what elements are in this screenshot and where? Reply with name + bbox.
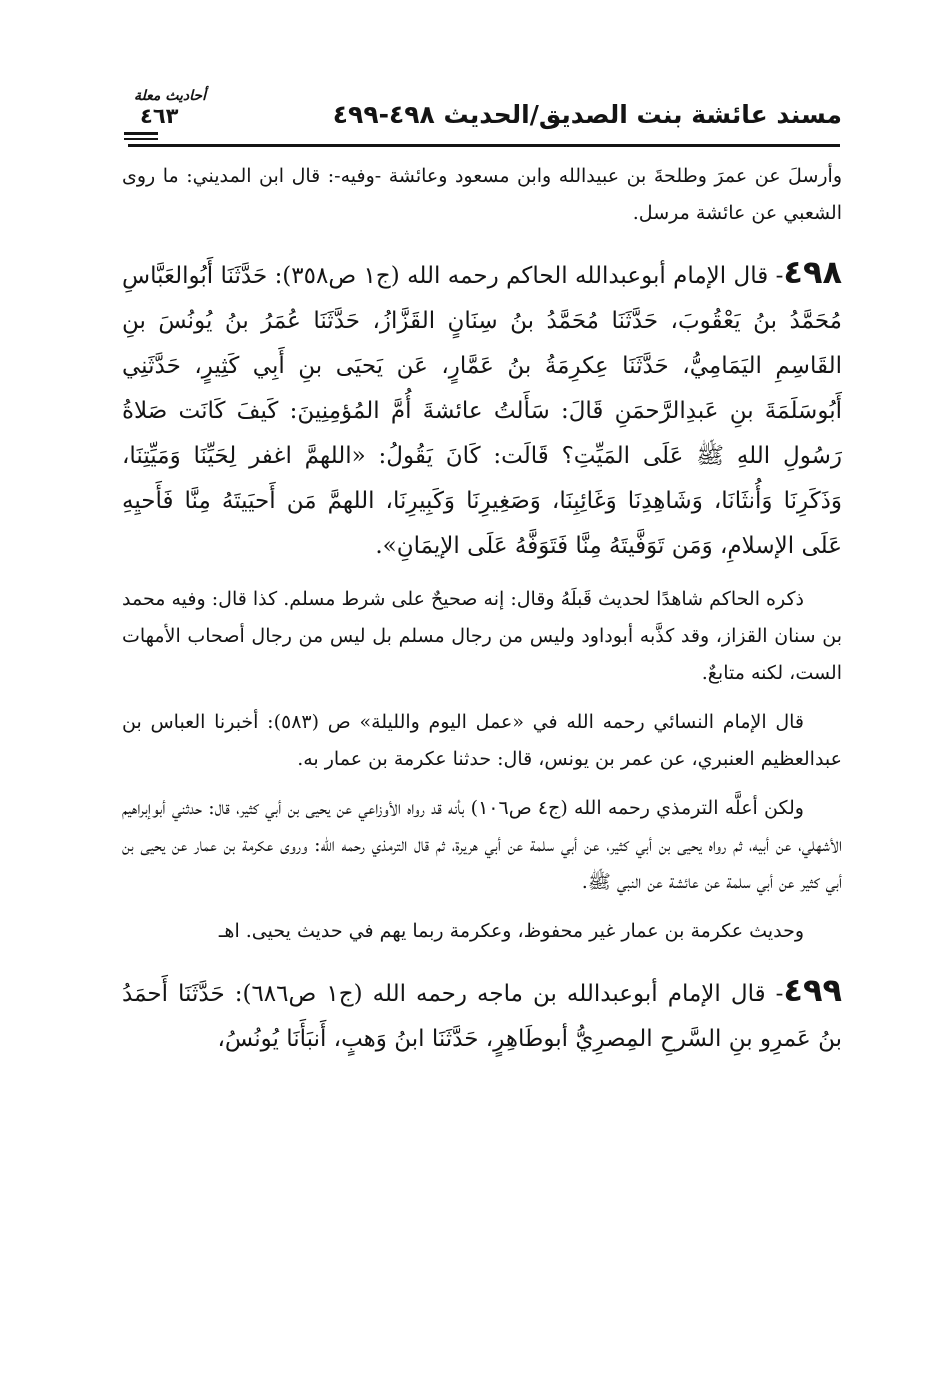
running-title: مسند عائشة بنت الصديق/الحديث ٤٩٨-٤٩٩: [332, 100, 842, 129]
header-divider: [128, 144, 840, 147]
page-number-underline: [124, 132, 158, 140]
section-note: أحاديث معلة: [134, 88, 206, 104]
paragraph-nasai: قال الإمام النسائي رحمه الله في «عمل اليوم والليلة» ص (٥٨٣): أخبرنا العباس بن عبدالعظيم العنبري، عن عمر بن يونس، قال: حدثنا عكرمة بن عمار به.: [122, 711, 842, 770]
hadith-number-499: ٤٩٩: [783, 971, 842, 1009]
page-number: ٤٦٣: [140, 104, 179, 128]
hadith-498-text: - قال الإمام أبوعبدالله الحاكم رحمه الله (ج١ ص٣٥٨): حَدَّثَنَا أَبُوالعَبَّاسِ مُحَمَّدُ بنُ يَعْقُوبَ، حَدَّثَنَا مُحَمَّدُ بنُ سِنَانٍ القَزَّازُ، حَدَّثَنَا عُمَرُ بنُ يُونُسَ بنِ القَاسِمِ اليَمَامِيُّ، حَدَّثَنَا عِكرِمَةُ بنُ عَمَّارٍ، عَن يَحيَى بنِ أَبِي كَثِيرٍ، حَدَّثَنِي أَبُوسَلَمَةَ بنِ عَبدِالرَّحمَنِ قَالَ: سَأَلتُ عائشةَ أُمَّ المُؤمِنِينَ: كَيفَ كَانَت صَلاةُ رَسُولِ اللهِ ﷺ عَلَى المَيِّتِ؟ قَالَت: كَانَ يَقُولُ: «اللهمَّ اغفر لِحَيِّنَا وَمَيِّتِنَا، وَذَكَرِنَا وَأُنثَانَا، وَشَاهِدِنَا وَغَائِبِنَا، وَصَغِيرِنَا وَكَبِيرِنَا، اللهمَّ مَن أَحيَيتَهُ مِنَّا فَأَحيِهِ عَلَى الإسلامِ، وَمَن تَوَفَّيتَهُ مِنَّا فَتَوَفَّهُ عَلَى الإيمَانِ».: [122, 263, 842, 559]
paragraph-tirmidhi: ولكن أعلَّه الترمذي رحمه الله (ج٤ ص١٠٦) بأنه قد رواه الأوزاعي عن يحيى بن أبي كثير، قال: حدثني أبوإبراهيم الأشهلي، عن أبيه، ثم رواه يحيى بن أبي كثير، عن أبي سلمة عن أبي هريرة، ثم قال الترمذي رحمه الله: وروى عكرمة بن عمار عن يحيى بن أبي كثير عن أبي سلمة عن عائشة عن النبي ﷺ.: [122, 797, 842, 893]
page-header: [118, 86, 842, 148]
page-number-badge: [118, 86, 248, 146]
hadith-499-text: - قال الإمام أبوعبدالله بن ماجه رحمه الله (ج١ ص٦٨٦): حَدَّثَنَا أَحمَدُ بنُ عَمرِو بنِ السَّرحِ المِصرِيُّ أبوطَاهِرٍ، حَدَّثَنَا ابنُ وَهبٍ، أَنبَأَنَا يُونُسُ،: [122, 981, 842, 1052]
hadith-number-498: ٤٩٨: [783, 253, 842, 291]
paragraph-hakim-comment: ذكره الحاكم شاهدًا لحديث قَبلَهُ وقال: إنه صحيحٌ على شرط مسلم. كذا قال: وفيه محمد بن سنان القزاز، وقد كذَّبه أبوداود وليس من رجال مسلم بل ليس من رجال أصحاب الأمهات الست، لكنه متابعٌ.: [122, 588, 842, 684]
page-body: [122, 158, 842, 1074]
paragraph-intro: وأرسلَ عن عمرَ وطلحةَ بن عبيدالله وابن مسعود وعائشة -وفيه-: قال ابن المديني: ما روى الشعبي عن عائشة مرسل.: [122, 165, 842, 224]
hadith-498: [122, 250, 842, 569]
hadith-499: [122, 968, 842, 1062]
paragraph-conclusion: وحديث عكرمة بن عمار غير محفوظ، وعكرمة ربما يهم في حديث يحيى. اهـ: [218, 920, 804, 942]
